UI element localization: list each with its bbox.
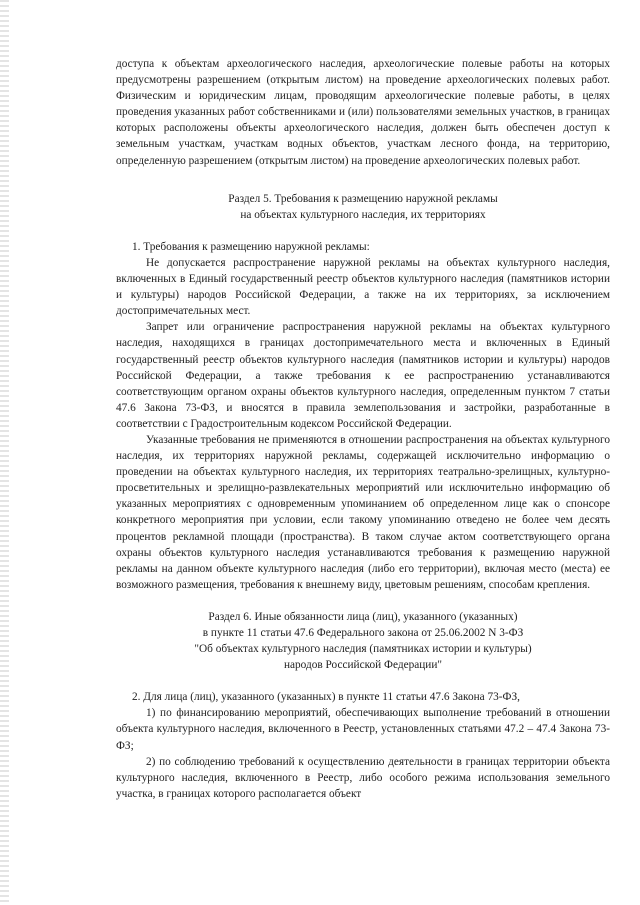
- section5-para3: Указанные требования не применяются в отношении распространения на объектах культурного наследия, их территориях наружной рекламы, содержащей исключительно информацию о проведении на объектах культурного наследия, их территориях театрально-зрелищных, культурно-просветительных и зрелищно-развлекательных мероприятий или исключительно информацию об указанных мероприятиях с одновременным упоминанием об определенном лице как о спонсоре конкретного мероприятия при условии, если такому упоминанию отведено не более чем десять процентов рекламной площади (пространства). В таком случае актом соответствующего органа охраны объектов культурного наследия устанавливаются требования к размещению наружной рекламы на данном объекте культурного наследия (либо его территории), включая место (места) ее возможного размещения, требования к внешнему виду, цветовым решениям, способам крепления.: [116, 433, 610, 591]
- section5-heading-line1: Раздел 5. Требования к размещению наружной рекламы: [228, 192, 498, 205]
- section5-para2: Запрет или ограничение распространения наружной рекламы на объектах культурного наследия, находящихся в границах достопримечательного места и включенных в Единый государственный реестр объектов культурного наследия (памятников истории и культуры) народов Российской Федерации, а также требования к ее распространению устанавливаются соответствующим органом охраны объектов культурного наследия, определенным пунктом 7 статьи 47.6 Закона 73-ФЗ, и вносятся в правила землепользования и застройки, разработанные в соответствии с Градостроительным кодексом Российской Федерации.: [116, 321, 610, 430]
- section5-item1: 1. Требования к размещению наружной рекламы:: [132, 240, 370, 253]
- intro-paragraph: доступа к объектам археологического наследия, археологические полевые работы на которых предусмотрены разрешением (открытым листом) на проведение археологических полевых работ. Физическим и юридическим лицам, проводящим археологические полевые работы, в целях проведения указанных работ собственниками и (или) пользователями земельных участков, в границах которых расположены объекты археологического наследия, должен быть обеспечен доступ к земельным участкам, участкам водных объектов, участкам лесного фонда, на территорию, определенную разрешением (открытым листом) на проведение археологических полевых работ.: [116, 58, 610, 167]
- section5-para1: Не допускается распространение наружной рекламы на объектах культурного наследия, включенных в Единый государственный реестр объектов культурного наследия (памятников истории и культуры) народов Российской Федерации, а также на их территориях, за исключением достопримечательных мест.: [116, 256, 610, 318]
- section6-heading-line3: "Об объектах культурного наследия (памятниках истории и культуры): [194, 643, 532, 656]
- section6-sub1: 1) по финансированию мероприятий, обеспечивающих выполнение требований в отношении объекта культурного наследия, включенного в Реестр, установленных статьями 47.2 – 47.4 Закона 73-ФЗ;: [116, 707, 610, 752]
- section6-heading-line2: в пункте 11 статьи 47.6 Федерального закона от 25.06.2002 N 3-ФЗ: [202, 627, 524, 639]
- document-page: [116, 56, 610, 802]
- scan-edge: [0, 0, 9, 905]
- section6-heading-line4: народов Российской Федерации": [283, 659, 443, 672]
- section6-sub2: 2) по соблюдению требований к осуществлению деятельности в границах территории объекта культурного наследия, включенного в Реестр, либо особого режима использования земельного участка, в границах которого располагается объект: [116, 755, 610, 800]
- section5-heading-line2: на объектах культурного наследия, их территориях: [240, 208, 486, 221]
- section6-heading-line1: Раздел 6. Иные обязанности лица (лиц), указанного (указанных): [208, 610, 518, 623]
- section6-item2: 2. Для лица (лиц), указанного (указанных) в пункте 11 статьи 47.6 Закона 73-ФЗ,: [132, 691, 520, 704]
